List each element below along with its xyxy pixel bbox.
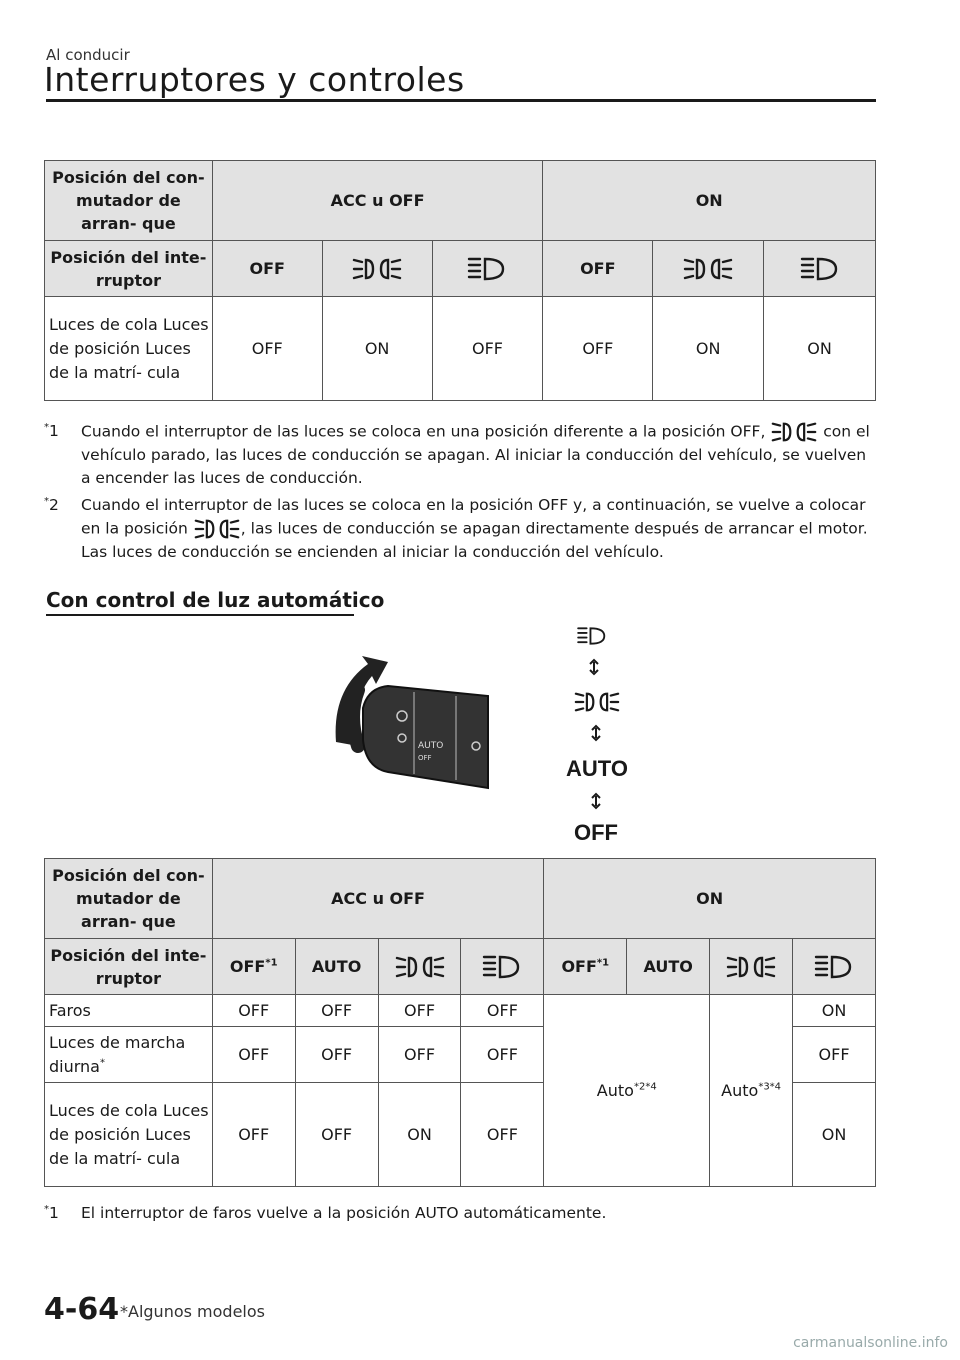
table-cell: OFF [461,995,544,1027]
footnote: *1 El interruptor de faros vuelve a la posición AUTO automáticamente. [44,1203,607,1222]
table-cell: OFF [461,1027,544,1083]
off-label: OFF [574,820,618,845]
table-cell: OFF [461,1083,544,1187]
switch-headlight-header [432,241,543,297]
switch-off-header: OFF$^{*1}$ [544,939,627,995]
table-cell: OFF [432,297,543,401]
svg-text:AUTO: AUTO [418,741,444,751]
footnote-text: Cuando el interruptor de las luces se coloca en la posición OFF y, a continuación, se vuelve a colocar en la posición [81,496,866,538]
parking-light-icon [683,256,733,282]
table-cell: ON [378,1083,461,1187]
headlight-icon [467,256,507,282]
on-header: ON [543,161,876,241]
switch-parking-header [378,939,461,995]
table-cell: OFF [378,1027,461,1083]
auto-cell: Auto$^{*3*4}$ [710,995,793,1187]
on-header: ON [544,859,876,939]
section-label: Al conducir [46,46,130,64]
switch-off-header: OFF [212,241,322,297]
svg-text:OFF: OFF [418,754,432,762]
watermark: carmanualsonline.info [793,1335,948,1351]
table-cell: OFF [543,297,653,401]
headlight-icon [800,256,840,282]
table-cell: ON [653,297,764,401]
subsection-rule [46,614,354,616]
table-cell: OFF [378,995,461,1027]
footnote-text: con el vehículo parado, las luces de conducción se apagan. Al iniciar la conducción del vehículo, se vuelven a encender las luces de conducción. [81,422,870,487]
parking-light-icon [193,517,241,541]
row-label-tail-lights: Luces de cola Luces de posición Luces de la matrí- cula [45,1083,213,1187]
lights-table-manual [44,160,876,401]
table-cell: OFF [295,1027,378,1083]
switch-auto-header: AUTO [295,939,378,995]
table-cell: OFF [212,1083,295,1187]
row-label-drl: Luces de marcha diurna* [45,1027,213,1083]
page-number: 4-64 [44,1292,120,1327]
switch-parking-header [322,241,432,297]
subsection-heading: Con control de luz automático [46,588,385,612]
footnote-text: El interruptor de faros vuelve a la posición AUTO automáticamente. [81,1204,607,1222]
table-cell: ON [764,297,876,401]
page-title: Interruptores y controles [44,60,465,99]
footnote-text: , las luces de conducción se apagan directamente después de arrancar el motor. Las luces de conducción se encienden al iniciar la conducción del vehículo. [81,519,868,561]
models-note: *Algunos modelos [120,1302,265,1321]
lights-table-auto [44,858,876,1187]
footnote-text: Cuando el interruptor de las luces se coloca en una posición diferente a la posición OFF, [81,422,766,441]
switch-headlight-header [461,939,544,995]
switch-position-header: Posición del inte- rruptor [45,241,213,297]
footnote: *1 Cuando el interruptor de las luces se coloca en una posición diferente a la posición OFF, con el vehículo parado, las luces de conducción se apagan. Al iniciar la conducción del vehículo, se vuelven a encender las luces de conducción. [44,421,870,487]
acc-off-header: ACC u OFF [212,161,543,241]
switch-headlight-header [793,939,876,995]
row-label-tail-lights: Luces de cola Luces de posición Luces de la matrí- cula [45,297,213,401]
footnotes-table2 [44,1202,876,1227]
auto-label: AUTO [566,756,628,781]
table-cell: OFF [212,995,295,1027]
headlight-icon [482,954,522,980]
row-label-headlights: Faros [45,995,213,1027]
headlight-icon [814,954,854,980]
light-switch-illustration [318,620,638,850]
parking-light-icon [352,256,402,282]
footnote: *2 Cuando el interruptor de las luces se coloca en la posición OFF y, a continuación, se vuelve a colocar en la posición , las luces de conducción se apagan directamente después de arrancar el motor. Las luces de conducción se encienden al iniciar la conducción del vehículo. [44,495,868,561]
parking-light-icon [726,954,776,980]
switch-off-header: OFF$^{*1}$ [212,939,295,995]
footnotes-table1 [44,420,876,566]
parking-light-icon [395,954,445,980]
switch-off-header: OFF [543,241,653,297]
table-cell: OFF [295,1083,378,1187]
table-cell: ON [793,995,876,1027]
table-cell: OFF [212,297,322,401]
table-cell: ON [322,297,432,401]
title-rule [46,99,876,102]
switch-parking-header [710,939,793,995]
auto-cell: Auto$^{*2*4}$ [544,995,710,1187]
table-cell: OFF [212,1027,295,1083]
switch-position-header: Posición del inte- rruptor [45,939,213,995]
ignition-position-header: Posición del con- mutador de arran- que [45,859,213,939]
parking-light-icon [770,420,818,444]
table-cell: OFF [295,995,378,1027]
switch-headlight-header [764,241,876,297]
switch-parking-header [653,241,764,297]
acc-off-header: ACC u OFF [212,859,544,939]
table-cell: ON [793,1083,876,1187]
switch-auto-header: AUTO [627,939,710,995]
ignition-position-header: Posición del con- mutador de arran- que [45,161,213,241]
table-cell: OFF [793,1027,876,1083]
